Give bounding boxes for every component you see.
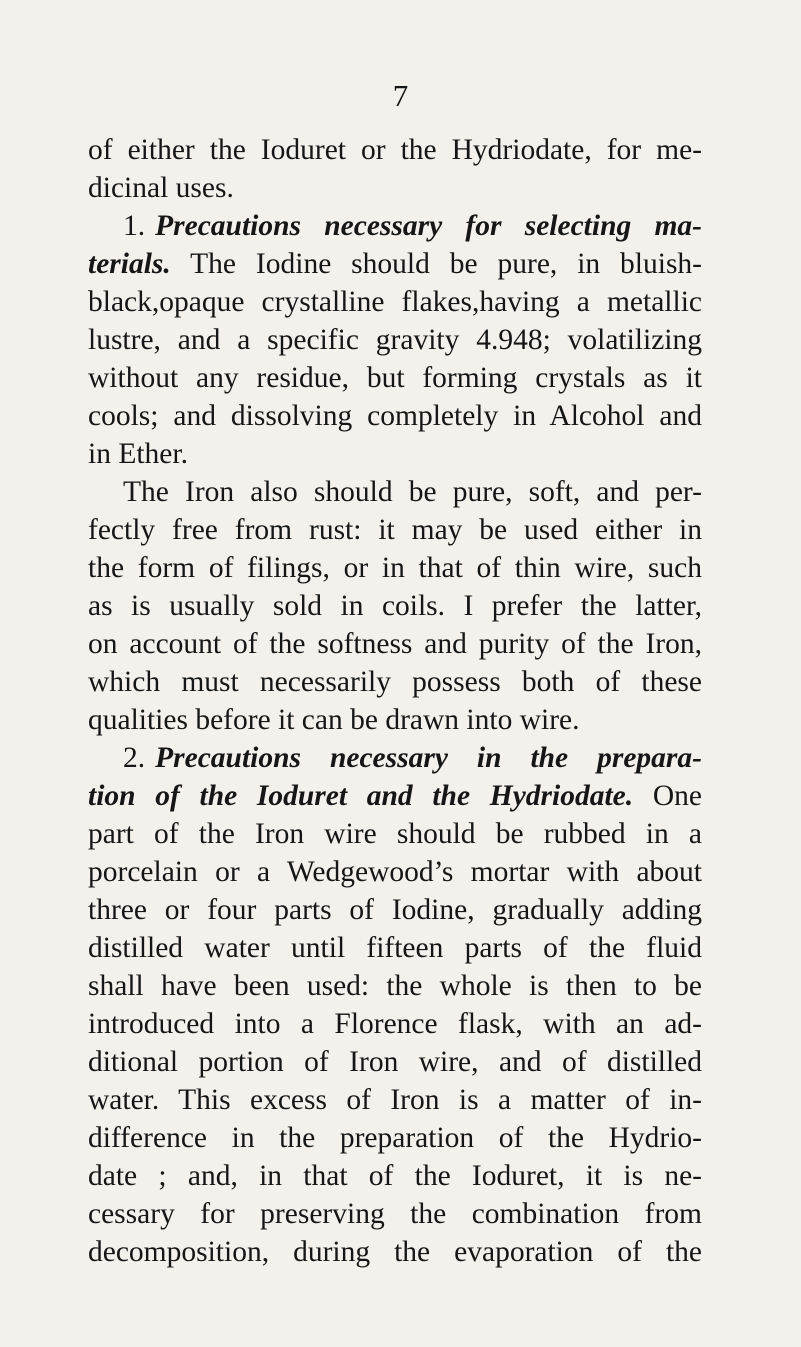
text-line: tion of the Ioduret and the Hydriodate. One (88, 780, 702, 812)
section-heading-line (123, 739, 702, 777)
section-heading: Precautions necessary for selecting ma- (155, 210, 702, 242)
section-number: 2. (123, 742, 146, 774)
section-heading-line (123, 207, 702, 245)
text-line: difference in the preparation of the Hydrio- (88, 1122, 702, 1154)
text-line: water. This excess of Iron is a matter of in- (88, 1084, 702, 1116)
text-line: part of the Iron wire should be rubbed in a (88, 818, 702, 850)
text-line: fectly free from rust: it may be used either in (88, 514, 702, 546)
text-line: as is usually sold in coils. I prefer the latter, (88, 590, 702, 622)
text-line: ditional portion of Iron wire, and of distilled (88, 1046, 702, 1078)
text-line: without any residue, but forming crystals as it (88, 362, 702, 394)
section-heading: tion of the Ioduret and the Hydriodate. (88, 780, 634, 812)
page-number: 7 (392, 78, 409, 113)
text-line: which must necessarily possess both of these (88, 666, 702, 698)
text-line: terials. The Iodine should be pure, in bluish- (88, 248, 702, 280)
text-line: qualities before it can be drawn into wire. (88, 704, 580, 736)
text-line: The Iron also should be pure, soft, and per- (123, 476, 702, 508)
section-heading: terials. (88, 248, 171, 280)
text-line: black,opaque crystalline flakes,having a metallic (88, 286, 702, 318)
text-line: cessary for preserving the combination from (88, 1198, 702, 1230)
section-number: 1. (123, 210, 146, 242)
text-line: distilled water until fifteen parts of the fluid (88, 932, 702, 964)
text-line: lustre, and a specific gravity 4.948; volatilizing (88, 324, 702, 356)
text-line: decomposition, during the evaporation of the (88, 1236, 702, 1268)
text-line: the form of filings, or in that of thin wire, such (88, 552, 702, 584)
text-line: of either the Ioduret or the Hydriodate, for me- (88, 134, 702, 166)
text-line: on account of the softness and purity of the Iron, (88, 628, 702, 660)
text-line: cools; and dissolving completely in Alcohol and (88, 400, 702, 432)
text-line: date ; and, in that of the Ioduret, it is ne- (88, 1160, 702, 1192)
section-heading: Precautions necessary in the prepara- (155, 742, 702, 774)
text-line: in Ether. (88, 438, 188, 470)
text-line: porcelain or a Wedgewood’s mortar with about (88, 856, 702, 888)
text-line: introduced into a Florence flask, with an ad- (88, 1008, 702, 1040)
text-line: shall have been used: the whole is then to be (88, 970, 702, 1002)
text-line: dicinal uses. (88, 172, 234, 204)
text-line: three or four parts of Iodine, gradually adding (88, 894, 702, 926)
